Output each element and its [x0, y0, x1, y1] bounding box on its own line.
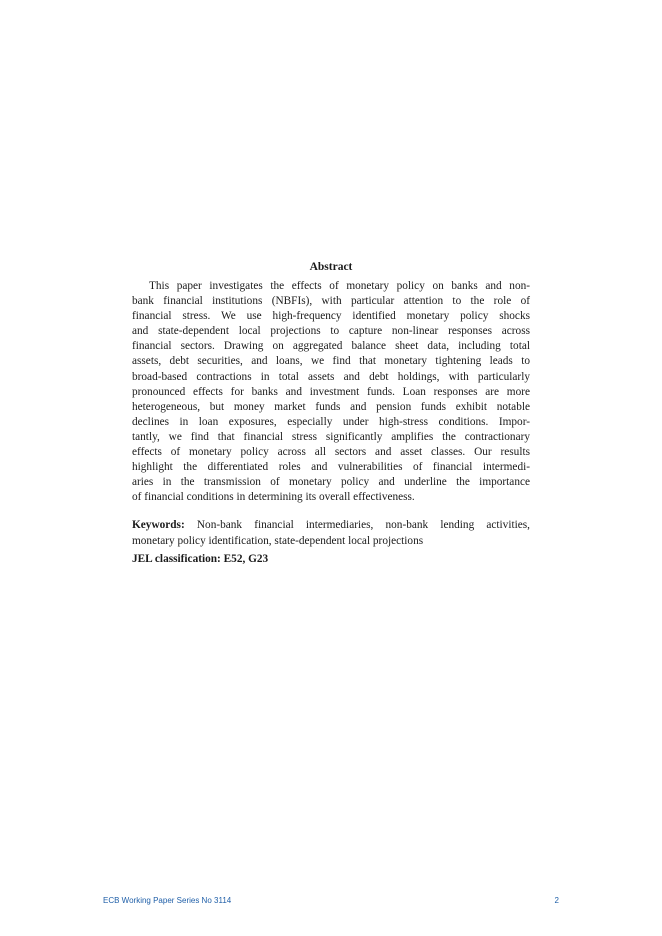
- keywords-block: [132, 518, 530, 548]
- abstract-line: pronounced effects for banks and investment funds. Loan responses are more: [132, 385, 530, 398]
- jel-classification: [132, 552, 530, 567]
- abstract-heading: Abstract: [309, 261, 353, 273]
- abstract-body: [132, 279, 530, 505]
- keywords-line: [132, 518, 530, 533]
- abstract-line: tantly, we find that financial stress significantly amplifies the contractionary: [132, 430, 530, 443]
- abstract-line: highlight the differentiated roles and vulnerabilities of financial intermedi-: [132, 461, 530, 474]
- abstract-section: [132, 258, 530, 567]
- abstract-line: bank financial institutions (NBFIs), with particular attention to the role of: [132, 295, 530, 308]
- abstract-line: heterogeneous, but money market funds and pension funds exhibit notable: [132, 400, 530, 413]
- keywords-label: Keywords:: [132, 519, 185, 532]
- abstract-line: financial sectors. Drawing on aggregated balance sheet data, including total: [132, 340, 530, 353]
- abstract-line: broad-based contractions in total assets and debt holdings, with particularly: [132, 370, 530, 383]
- abstract-line: financial stress. We use high-frequency identified monetary policy shocks: [132, 310, 530, 323]
- abstract-line: assets, debt securities, and loans, we find that monetary tightening leads to: [132, 355, 530, 368]
- series-name: ECB Working Paper Series No 3114: [103, 896, 232, 905]
- abstract-line: aries in the transmission of monetary policy and underline the importance: [132, 476, 530, 489]
- page-footer: [103, 896, 559, 905]
- abstract-line: declines in loan exposures, especially under high-stress conditions. Impor-: [132, 415, 530, 428]
- jel-codes: E52, G23: [220, 552, 269, 565]
- page-number: 2: [554, 896, 559, 905]
- abstract-line: effects of monetary policy across all sectors and asset classes. Our results: [132, 446, 530, 459]
- jel-label: JEL classification:: [132, 552, 221, 565]
- keywords-line: monetary policy identification, state-dependent local projections: [132, 534, 424, 547]
- abstract-line: and state-dependent local projections to capture non-linear responses across: [132, 325, 530, 338]
- abstract-line: This paper investigates the effects of monetary policy on banks and non-: [149, 280, 530, 292]
- keywords-text: Non-bank financial intermediaries, non-bank lending activities,: [184, 519, 530, 532]
- abstract-line: of financial conditions in determining its overall effectiveness.: [132, 491, 415, 504]
